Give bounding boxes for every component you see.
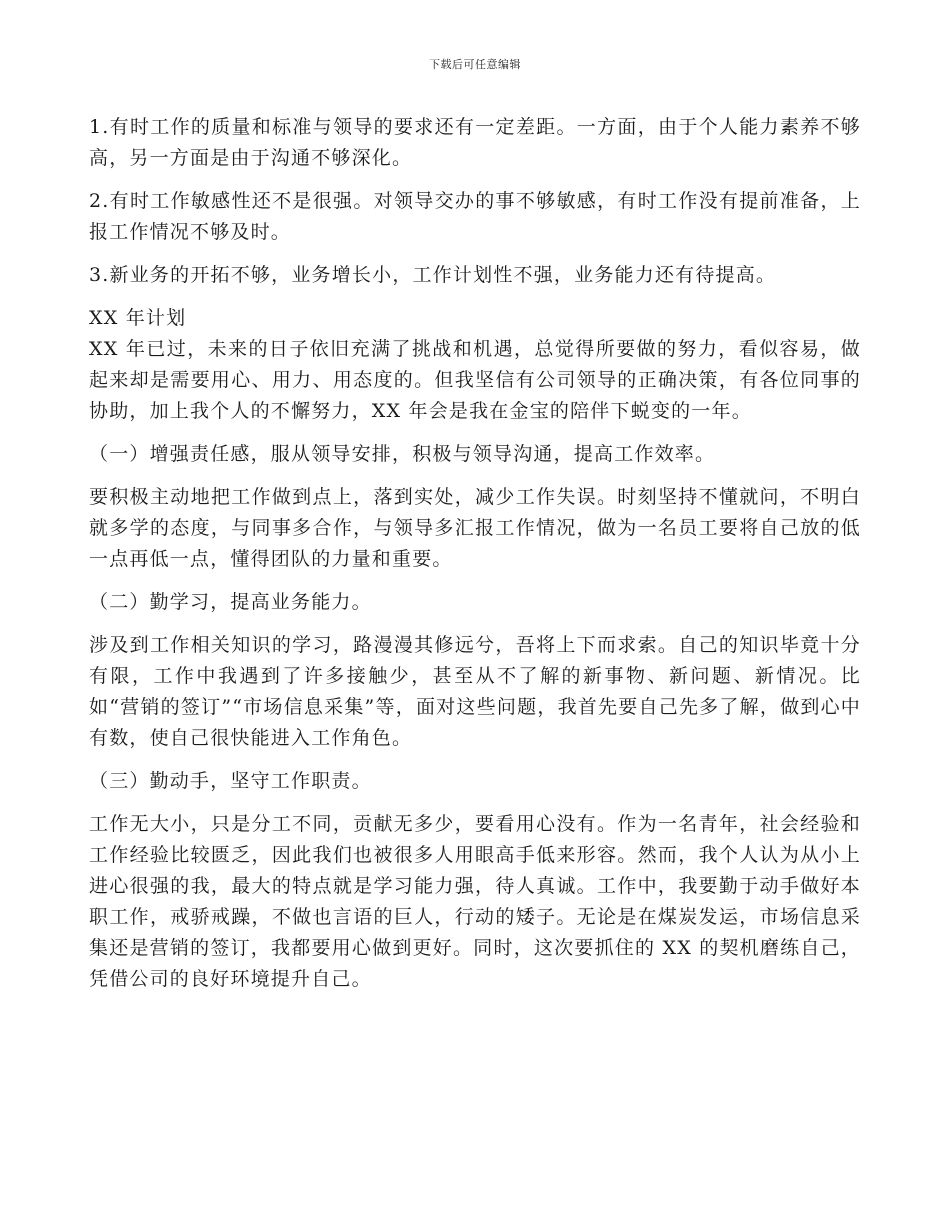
document-body <box>89 112 861 1007</box>
paragraph-3: 3.新业务的开拓不够，业务增长小，工作计划性不强，业务能力还有待提高。 <box>89 264 777 286</box>
paragraph-2: 2.有时工作敏感性还不是很强。对领导交办的事不够敏感，有时工作没有提前准备，上报工作情况不够及时。 <box>89 190 861 243</box>
subheading-3: （三）勤动手，坚守工作职责。 <box>89 770 372 792</box>
page-header: 下载后可任意编辑 <box>429 58 521 71</box>
paragraph-plan-intro: XX 年已过，未来的日子依旧充满了挑战和机遇，总觉得所要做的努力，看似容易，做起来却是需要用心、用力、用态度的。但我坚信有公司领导的正确决策，有各位同事的协助，加上我个人的不懈努力，XX 年会是我在金宝的陪伴下蜕变的一年。 <box>89 338 861 422</box>
subheading-1: （一）增强责任感，服从领导安排，积极与领导沟通，提高工作效率。 <box>89 443 716 465</box>
paragraph-1: 1.有时工作的质量和标准与领导的要求还有一定差距。一方面，由于个人能力素养不够高，另一方面是由于沟通不够深化。 <box>89 116 861 169</box>
paragraph-subsection-3: 工作无大小，只是分工不同，贡献无多少，要看用心没有。作为一名青年，社会经验和工作经验比较匮乏，因此我们也被很多人用眼高手低来形容。然而，我个人认为从小上进心很强的我，最大的特点就是学习能力强，待人真诚。工作中，我要勤于动手做好本职工作，戒骄戒躁，不做也言语的巨人，行动的矮子。无论是在煤炭发运，市场信息采集还是营销的签订，我都要用心做到更好。同时，这次要抓住的 XX 的契机磨练自己，凭借公司的良好环境提升自己。 <box>89 813 861 990</box>
section-title-plan: XX 年计划 <box>89 307 187 329</box>
subheading-2: （二）勤学习，提高业务能力。 <box>89 591 372 613</box>
paragraph-subsection-2: 涉及到工作相关知识的学习，路漫漫其修远兮，吾将上下而求索。自己的知识毕竟十分有限，工作中我遇到了许多接触少，甚至从不了解的新事物、新问题、新情况。比如“营销的签订”“市场信息采集”等，面对这些问题，我首先要自己先多了解，做到心中有数，使自己很快能进入工作角色。 <box>89 634 861 749</box>
paragraph-subsection-1: 要积极主动地把工作做到点上，落到实处，减少工作失误。时刻坚持不懂就问，不明白就多学的态度，与同事多合作，与领导多汇报工作情况，做为一名员工要将自己放的低一点再低一点，懂得团队的力量和重要。 <box>89 486 861 570</box>
